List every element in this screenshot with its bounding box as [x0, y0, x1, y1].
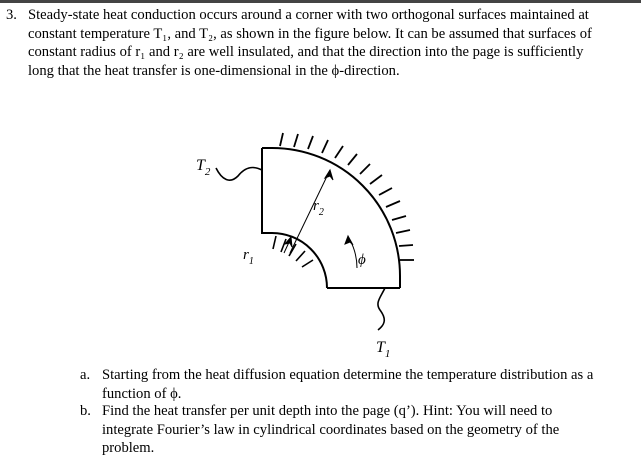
- label-r2: $r_2$: [313, 198, 324, 218]
- question-text: [102, 402, 627, 458]
- question-label: a.: [80, 367, 91, 383]
- t2-leader: [216, 168, 262, 181]
- label-phi: ϕ: [358, 252, 366, 268]
- problem-number: 3.: [6, 7, 17, 23]
- problem-line: constant temperature T₁, and T₂, as shown in the figure below. It can be assumed that surfaces of: [28, 25, 592, 42]
- phi-arrow: [345, 236, 357, 268]
- question-line: Starting from the heat diffusion equation determine the temperature distribution as a: [102, 367, 594, 383]
- r2-arrow: [290, 170, 333, 253]
- problem-line: Steady-state heat conduction occurs around a corner with two orthogonal surfaces maintained at: [28, 7, 589, 23]
- label-r1: $r_1$: [243, 247, 254, 267]
- question-line: integrate Fourier’s law in cylindrical coordinates based on the geometry of the: [102, 421, 560, 438]
- corner-outline: [262, 148, 400, 288]
- problem-line: long that the heat transfer is one-dimensional in the ϕ-direction.: [28, 62, 400, 79]
- inner-insulation-hatching: [273, 236, 313, 267]
- label-t2: $T_2$: [196, 157, 211, 178]
- question-line: Find the heat transfer per unit depth into the page (q’). Hint: You will need to: [102, 403, 553, 419]
- corner-conduction-figure: [180, 118, 440, 363]
- question-text: [102, 366, 627, 403]
- top-rule: [0, 0, 641, 3]
- t1-leader: [378, 288, 385, 330]
- question-line: function of ϕ.: [102, 385, 182, 402]
- problem-text: [28, 6, 634, 80]
- label-t1: $T_1$: [376, 339, 391, 360]
- question-label: b.: [80, 403, 91, 419]
- question-line: problem.: [102, 440, 155, 457]
- problem-line: constant radius of r₁ and r₂ are well insulated, and that the direction into the page is sufficiently: [28, 44, 584, 61]
